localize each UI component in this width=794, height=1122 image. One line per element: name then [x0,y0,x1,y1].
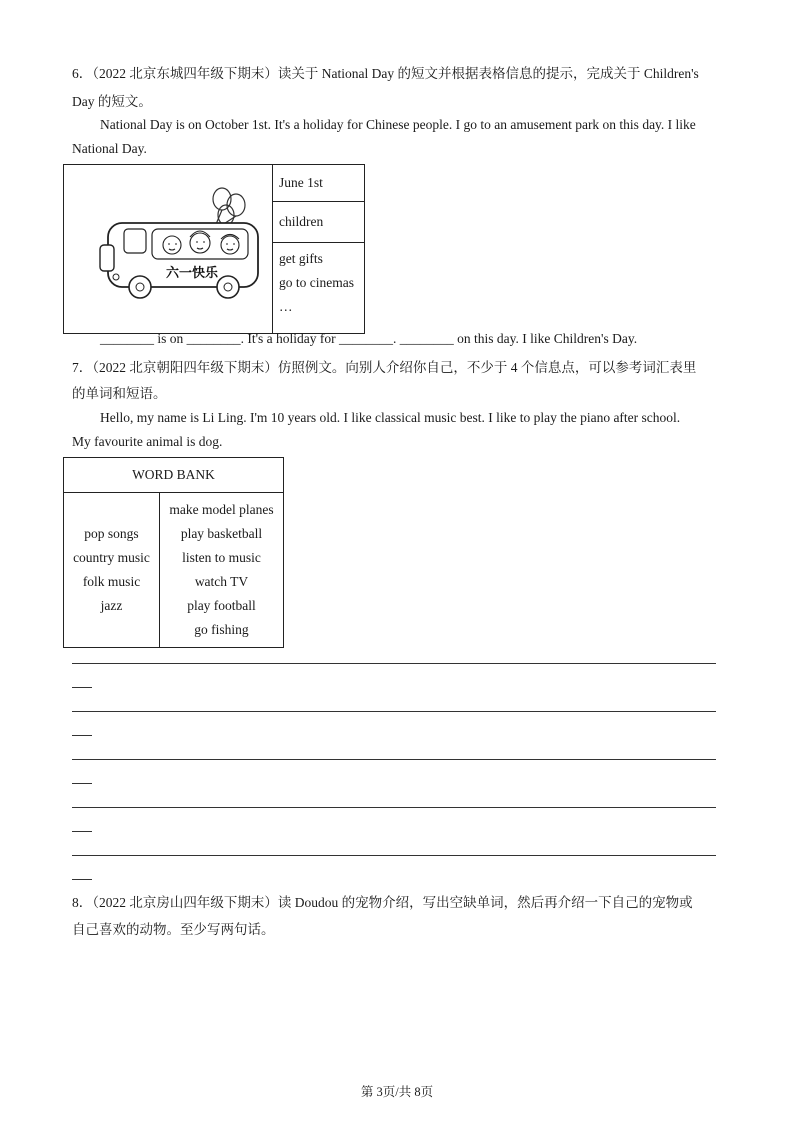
answer-line[interactable] [72,855,716,856]
q6-prompt-line2: Day 的短文。 [72,94,152,109]
q6-info-table [63,164,365,334]
answer-line-stub [72,783,92,784]
activity-item: … [279,299,293,314]
answer-line[interactable] [72,663,716,664]
bus-picture-cell [64,165,273,334]
q6-fill-sentence[interactable]: ________ is on ________. It's a holiday for ________. ________ on this day. I like Children's Day. [100,331,638,346]
q6-example-line2: National Day. [72,141,147,156]
page-number: 第 3页/共 8页 [360,1085,434,1099]
answer-line[interactable] [72,711,716,712]
answer-line[interactable] [72,807,716,808]
word-bank-activity-col [160,493,284,648]
cell-activities [273,243,365,334]
bus-caption: 六一快乐 [165,266,219,281]
cell-date: June 1st [273,165,365,202]
q8-prompt-line2: 自己喜欢的动物。至少写两句话。 [72,922,275,937]
word-item: jazz [100,598,123,613]
word-item: listen to music [182,550,261,565]
q7-example-line2: My favourite animal is dog. [72,434,223,449]
word-item: watch TV [194,574,249,589]
answer-line-stub [72,687,92,688]
q7-prompt-line2: 的单词和短语。 [72,386,167,401]
word-item: play football [187,598,256,613]
word-item: make model planes [169,502,274,517]
answer-line-stub [72,879,92,880]
word-item: pop songs [84,526,139,541]
word-bank-title: WORD BANK [64,458,284,493]
cell-who: children [273,202,365,243]
activity-item: get gifts [279,251,323,266]
word-item: play basketball [180,526,263,541]
q7-prompt-line1: 7．（2022 北京朝阳四年级下期末）仿照例文。向别人介绍你自己，不少于 4 个信息点，可以参考词汇表里 [72,360,697,375]
q6-prompt-line1: 6．（2022 北京东城四年级下期末）读关于 National Day 的短文并根据表格信息的提示，完成关于 Children's [72,66,699,81]
q6-example-line1: National Day is on October 1st. It's a holiday for Chinese people. I go to an amusement park on this day. I like [100,117,696,132]
word-item: country music [73,550,150,565]
word-item: go fishing [194,622,249,637]
word-item: folk music [82,574,141,589]
word-bank-music-col [64,493,160,648]
activity-item: go to cinemas [279,275,354,290]
answer-line-stub [72,831,92,832]
school-bus-illustration [64,165,272,329]
answer-line-stub [72,735,92,736]
q8-prompt-line1: 8．（2022 北京房山四年级下期末）读 Doudou 的宠物介绍，写出空缺单词，然后再介绍一下自己的宠物或 [72,895,693,910]
q7-example-line1: Hello, my name is Li Ling. I'm 10 years old. I like classical music best. I like to play the piano after school. [100,410,681,425]
word-bank-table [63,457,284,648]
answer-line[interactable] [72,759,716,760]
